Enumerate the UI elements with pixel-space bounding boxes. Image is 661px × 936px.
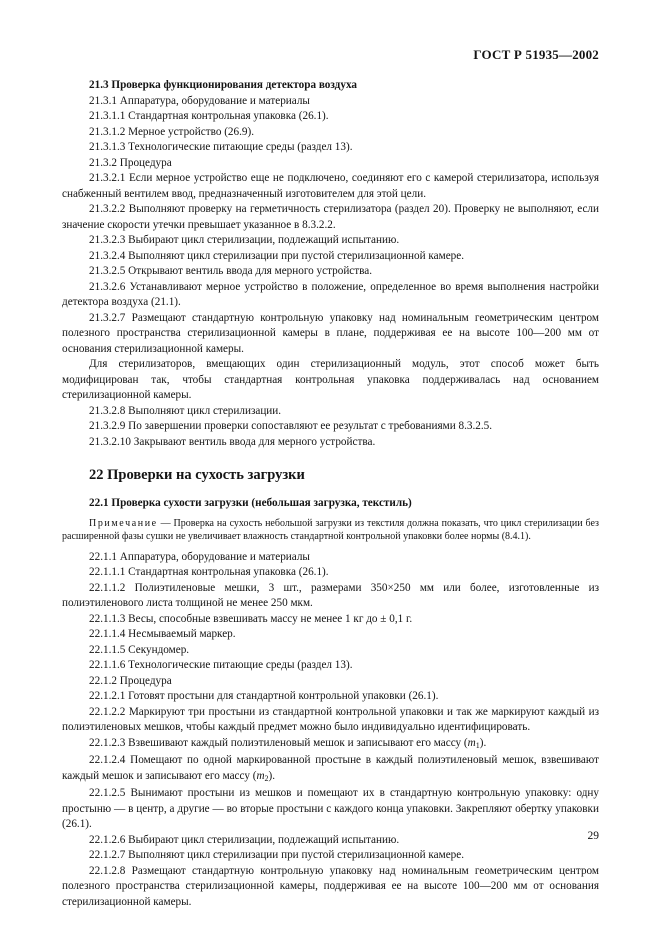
paragraph: 21.3.2.4 Выполняют цикл стерилизации при пустой стерилизационной камере. xyxy=(89,249,465,262)
paragraph: 22.1.2.1 Готовят простыни для стандартной контрольной упаковки (26.1). xyxy=(89,690,439,702)
paragraph: 21.3.2.6 Устанавливают мерное устройство в положение, определенное во время выполнения настройки детектора воздуха (21.1). xyxy=(62,280,599,308)
paragraph: 22.1.1.6 Технологические питающие среды (раздел 13). xyxy=(89,659,353,671)
paragraph: 22.1.1.2 Полиэтиленовые мешки, 3 шт., размерами 350×250 мм или более, изготовленные из полиэтиленового листа толщиной не менее 250 мкм. xyxy=(62,581,599,609)
paragraph: 22.1.1 Аппаратура, оборудование и материалы xyxy=(89,550,310,563)
paragraph: 22.1.2.8 Размещают стандартную контрольную упаковку над номинальным геометрическим центром полезного пространства стерилизационной камеры, поддерживая ее на высоте 100—200 мм от основания стерилизационной камеры. xyxy=(62,864,599,908)
paragraph: 22.1.2.2 Маркируют три простыни из стандартной контрольной упаковки и так же маркируют каждый из полиэтиленовых мешков, чтобы каждый предмет можно было индивидуально идентифицировать. xyxy=(62,705,599,733)
paragraph-text: 22.1.2.3 Взвешивают каждый полиэтиленовый мешок и записывают его массу ( xyxy=(89,736,468,749)
document-body xyxy=(62,78,599,910)
section-22-heading: 22 Проверки на сухость загрузки xyxy=(89,467,305,483)
note-text: — Проверка на сухость небольшой загрузки из текстиля должна показать, что цикл стерилизации без расширенной фазы сушки не увеличивает влажность стандартной контрольной упаковки более нормы (8.4.1). xyxy=(62,517,599,542)
paragraph: 22.1.2 Процедура xyxy=(89,674,172,687)
paragraph xyxy=(62,753,599,786)
paragraph: 22.1.1.5 Секундомер. xyxy=(89,643,190,656)
note-label: Примечание xyxy=(89,517,158,529)
paragraph: 22.1.2.5 Вынимают простыни из мешков и помещают их в стандартную контрольную упаковку: одну простыню — в центр, а другие — во вторые простыни с каждого конца упаковки. Закрепляют обертку упаковки (26.1). xyxy=(62,787,599,830)
paragraph: 22.1.2.7 Выполняют цикл стерилизации при пустой стерилизационной камере. xyxy=(89,849,465,861)
paragraph: 21.3.2.9 По завершении проверки сопоставляют ее результат с требованиями 8.3.2.5. xyxy=(89,420,493,432)
note xyxy=(62,517,599,544)
page-number: 29 xyxy=(587,830,599,842)
section-21-3-title: 21.3 Проверка функционирования детектора воздуха xyxy=(89,79,357,91)
paragraph: 21.3.2.7 Размещают стандартную контрольную упаковку над номинальным геометрическим центром полезного пространства стерилизационной камеры в плане, поддерживая ее на высоте 100—200 мм от основания стерилизационной камеры. xyxy=(62,311,599,355)
paragraph: 21.3.1.3 Технологические питающие среды (раздел 13). xyxy=(89,141,353,153)
mass-subscript: 1 xyxy=(475,740,480,750)
paragraph: 21.3.1 Аппаратура, оборудование и материалы xyxy=(89,94,310,107)
paragraph: 21.3.2.5 Открывают вентиль ввода для мерного устройства. xyxy=(89,265,373,277)
paragraph: 22.1.1.1 Стандартная контрольная упаковка (26.1). xyxy=(89,566,329,578)
paragraph: 21.3.2 Процедура xyxy=(89,156,172,169)
document-header: ГОСТ Р 51935—2002 xyxy=(473,47,599,62)
paragraph: Для стерилизаторов, вмещающих один стерилизационный модуль, этот способ может быть модифицирован так, чтобы стандартная контрольная упаковка поддерживалась над основанием стерилизационной камеры. xyxy=(62,358,599,401)
paragraph-text: ). xyxy=(268,769,276,782)
paragraph xyxy=(62,736,599,754)
paragraph: 22.1.1.4 Несмываемый маркер. xyxy=(89,628,236,640)
paragraph: 21.3.2.2 Выполняют проверку на герметичность стерилизатора (раздел 20). Проверку не выполняют, если значение скорости утечки превышает указанное в 8.3.2.2. xyxy=(62,203,599,231)
paragraph: 21.3.1.2 Мерное устройство (26.9). xyxy=(89,125,255,138)
paragraph: 21.3.2.10 Закрывают вентиль ввода для мерного устройства. xyxy=(89,435,376,448)
mass-variable: m xyxy=(256,769,265,782)
paragraph: 21.3.2.3 Выбирают цикл стерилизации, подлежащий испытанию. xyxy=(89,234,400,246)
mass-variable: m xyxy=(467,736,476,749)
paragraph-text: 22.1.2.4 Помещают по одной маркированной простыне в каждый полиэтиленовый мешок, взвешивают каждый мешок и записывают его массу ( xyxy=(62,754,599,782)
paragraph: 21.3.1.1 Стандартная контрольная упаковка (26.1). xyxy=(89,110,329,122)
paragraph: 22.1.2.6 Выбирают цикл стерилизации, подлежащий испытанию. xyxy=(89,833,400,846)
section-22-1-title: 22.1 Проверка сухости загрузки (небольшая загрузка, текстиль) xyxy=(89,497,412,509)
paragraph-text: ). xyxy=(479,736,487,749)
paragraph: 22.1.1.3 Весы, способные взвешивать массу не менее 1 кг до ± 0,1 г. xyxy=(89,612,413,625)
paragraph: 21.3.2.8 Выполняют цикл стерилизации. xyxy=(89,404,282,417)
paragraph: 21.3.2.1 Если мерное устройство еще не подключено, соединяют его с камерой стерилизатора, используя снабженный вентилем ввод, предназначенный изготовителем для этой цели. xyxy=(62,172,599,200)
mass-subscript: 2 xyxy=(264,773,269,783)
